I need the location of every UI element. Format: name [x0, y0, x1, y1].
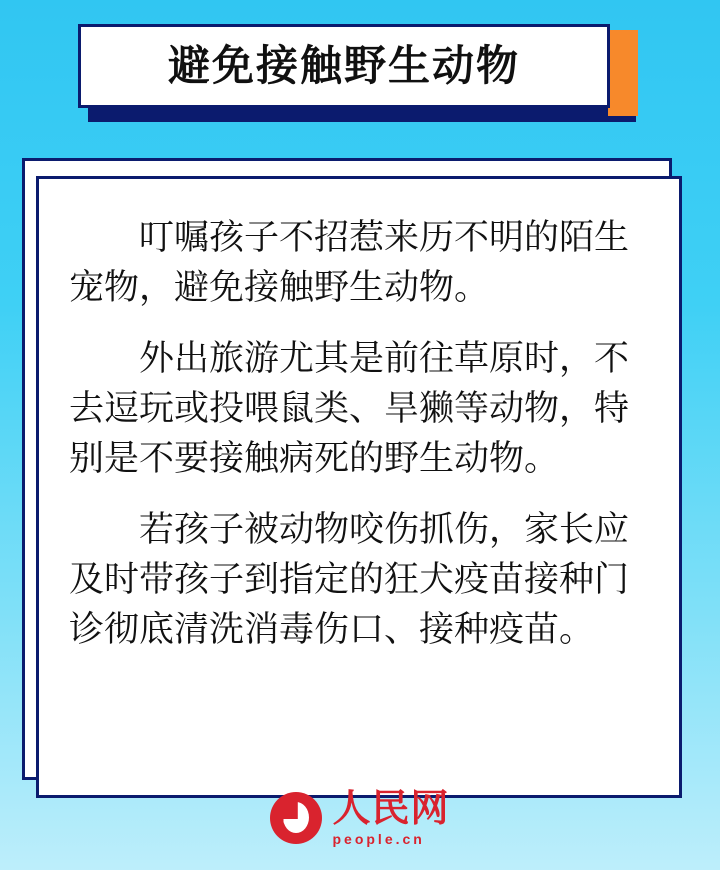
body-paragraph-3: 若孩子被动物咬伤抓伤，家长应及时带孩子到指定的狂犬疫苗接种门诊彻底清洗消毒伤口、接种疫苗。	[69, 510, 630, 649]
logo-name-en: people.cn	[332, 831, 425, 847]
body-paragraph-1: 叮嘱孩子不招惹来历不明的陌生宠物，避免接触野生动物。	[69, 218, 630, 307]
logo-text-group	[332, 790, 449, 846]
title-banner	[78, 24, 638, 124]
title-accent-bar	[608, 30, 638, 116]
page-title: 避免接触野生动物	[167, 42, 520, 89]
logo-name-cn: 人民网	[332, 788, 450, 830]
content-card	[22, 158, 698, 798]
footer-logo	[0, 790, 720, 846]
people-cn-logo-icon	[270, 792, 322, 844]
body-paragraph-2: 外出旅游尤其是前往草原时，不去逗玩或投喂鼠类、旱獭等动物，特别是不要接触病死的野生动物。	[69, 339, 630, 478]
title-box	[78, 24, 610, 108]
card-body	[36, 176, 682, 798]
